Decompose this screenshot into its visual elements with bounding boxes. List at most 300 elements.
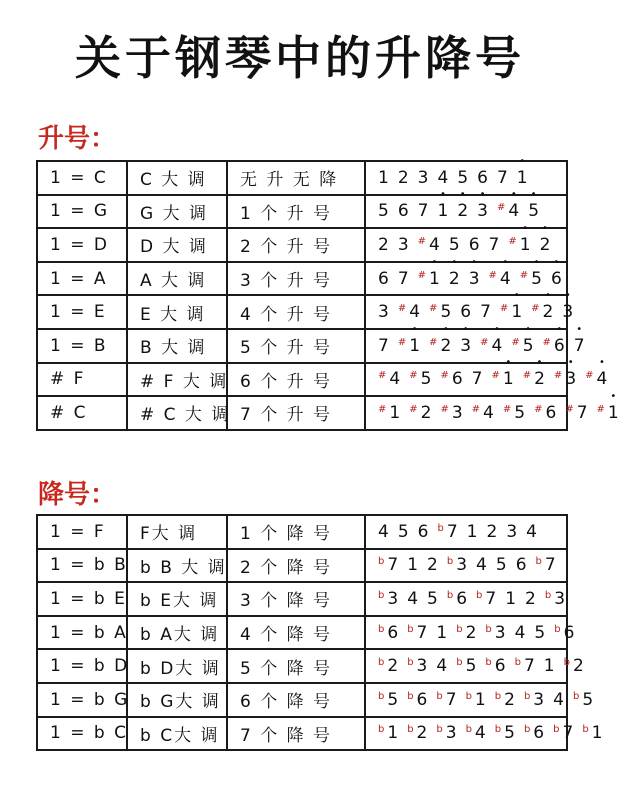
note-digit: 6 <box>378 268 391 289</box>
scale-note <box>447 555 476 575</box>
scale-note <box>562 302 582 322</box>
flat-sign: b <box>437 522 446 534</box>
scale-note <box>545 589 574 609</box>
tonic-cell: 1 = F <box>37 515 127 549</box>
flat-sign: b <box>572 690 582 702</box>
note-digit: 5 <box>440 302 454 323</box>
flat-sign: b <box>378 623 387 635</box>
note-digit: 7 <box>446 521 460 542</box>
note-digit: • 1 <box>503 369 516 389</box>
note-digit: 6 <box>563 622 577 643</box>
flat-sign: b <box>535 556 544 568</box>
flat-key-row <box>37 582 567 616</box>
scale-note <box>378 723 407 743</box>
note-digit: 4 <box>474 723 488 744</box>
scale-note <box>407 656 436 676</box>
flat-sign: b <box>407 724 416 736</box>
accidental-count-cell: 5 个 降 号 <box>227 649 365 683</box>
note-digit: • 2 <box>449 269 462 289</box>
sharp-sign: # <box>480 336 491 348</box>
scale-note <box>526 522 546 542</box>
note-digit: 4 <box>429 234 442 255</box>
scale-note <box>491 369 522 389</box>
note-digit: 3 <box>533 689 547 710</box>
flat-sign: b <box>436 724 445 736</box>
note-digit: • 3 <box>469 269 482 289</box>
note-digit: 4 <box>409 302 423 323</box>
scale-note <box>467 522 487 542</box>
scale-note <box>378 168 398 188</box>
note-digit: 1 <box>387 723 401 744</box>
note-digit: • 1 <box>409 336 422 356</box>
sharp-sign: # <box>409 403 420 415</box>
scale-note <box>472 369 492 389</box>
note-digit: 3 <box>387 588 401 609</box>
key-name-cell: D 大 调 <box>127 228 227 262</box>
accidental-count-cell: 4 个 降 号 <box>227 616 365 650</box>
scale-note <box>398 269 418 289</box>
flat-sign: b <box>476 589 485 601</box>
note-digit: 3 <box>417 167 431 188</box>
scale-note <box>536 555 565 575</box>
note-digit: 7 <box>417 201 431 222</box>
scale-note <box>378 336 398 356</box>
sharp-sign: # <box>378 403 389 415</box>
scale-note <box>531 302 562 322</box>
scale-note <box>551 269 571 289</box>
scale-note <box>456 656 485 676</box>
scale-note <box>511 336 542 356</box>
tonic-cell: 1 = b C <box>37 717 127 751</box>
note-digit: 7 <box>485 588 499 609</box>
note-digit: 6 <box>468 234 482 255</box>
note-digit: • 6 <box>551 269 564 289</box>
flat-sign: b <box>407 657 416 669</box>
tonic-cell: 1 = B <box>37 329 127 363</box>
note-digit: 3 <box>378 302 391 323</box>
flat-key-row <box>37 515 567 549</box>
tonic-cell: 1 = b D <box>37 649 127 683</box>
note-digit: 4 <box>378 521 391 542</box>
sharp-sign: # <box>440 403 451 415</box>
flat-sign: b <box>465 690 474 702</box>
scale-note <box>553 690 573 710</box>
scale-note <box>553 723 582 743</box>
note-digit: 4 <box>407 588 421 609</box>
scale-note <box>437 168 457 188</box>
note-digit: 4 <box>483 402 496 423</box>
scale-note <box>407 555 427 575</box>
scale-note <box>436 623 456 643</box>
scale-note <box>407 589 427 609</box>
flat-key-row <box>37 616 567 650</box>
note-digit: 2 <box>504 689 517 710</box>
note-digit: • 1 <box>517 168 530 188</box>
note-digit: • 4 <box>597 369 610 389</box>
scale-note <box>457 168 477 188</box>
scale-note <box>418 522 438 542</box>
note-digit: 1 <box>474 689 488 710</box>
flat-sign: b <box>523 690 533 702</box>
note-digit: 7 <box>576 402 590 423</box>
scale-note <box>585 369 616 389</box>
accidental-count-cell: 2 个 升 号 <box>227 228 365 262</box>
sharp-sign: # <box>553 370 565 382</box>
note-digit: 6 <box>545 402 559 423</box>
note-digit: 7 <box>496 167 510 188</box>
scale-note <box>500 302 531 322</box>
flat-sign: b <box>553 724 562 736</box>
note-digit: 2 <box>420 402 434 423</box>
note-digit: 2 <box>397 167 411 188</box>
sharp-sign: # <box>471 403 483 415</box>
sharp-sign: # <box>496 202 508 214</box>
scale-note <box>472 403 503 423</box>
sharp-key-row <box>37 295 567 329</box>
note-digit: 7 <box>523 656 537 677</box>
sharp-sign: # <box>565 403 576 415</box>
scale-note <box>456 623 485 643</box>
note-digit: 6 <box>456 588 470 609</box>
scale-note <box>515 656 544 676</box>
tonic-cell: 1 = G <box>37 195 127 229</box>
scale-note <box>565 403 596 423</box>
scale-notes-cell <box>365 616 577 650</box>
scale-notes-cell <box>365 195 567 229</box>
scale-note <box>480 302 500 322</box>
sharp-sign: # <box>417 269 429 281</box>
note-digit: 1 <box>591 723 605 744</box>
scale-note <box>485 656 514 676</box>
flat-table-body <box>37 515 605 750</box>
sharp-sign: # <box>429 336 440 348</box>
sharp-sign: # <box>417 235 429 247</box>
note-digit: • 2 <box>543 302 556 322</box>
flat-sign: b <box>446 589 456 601</box>
scale-note <box>398 168 418 188</box>
scale-note <box>398 302 429 322</box>
note-digit: • 1 <box>429 269 442 289</box>
note-digit: 3 <box>554 588 568 609</box>
note-digit: • 2 <box>540 235 553 255</box>
flat-sign: b <box>378 657 387 669</box>
flat-sign: b <box>456 623 465 635</box>
sharp-key-row <box>37 329 567 363</box>
scale-note <box>523 369 554 389</box>
note-digit: 4 <box>436 656 450 677</box>
note-digit: 4 <box>553 689 566 710</box>
scale-note <box>436 723 465 743</box>
note-digit: • 1 <box>608 403 621 423</box>
scale-note <box>449 235 469 255</box>
scale-note <box>378 522 398 542</box>
note-digit: • 2 <box>457 201 470 221</box>
accidental-count-cell: 6 个 升 号 <box>227 363 365 397</box>
note-digit: • 3 <box>562 302 575 322</box>
key-name-cell: b G大 调 <box>127 683 227 717</box>
scale-note <box>378 403 409 423</box>
scale-note <box>407 623 436 643</box>
scale-note <box>409 403 440 423</box>
note-digit: 6 <box>533 723 547 744</box>
scale-note <box>564 656 593 676</box>
note-digit: 3 <box>494 622 508 643</box>
sharp-sign: # <box>502 403 514 415</box>
scale-notes-cell <box>365 649 586 683</box>
note-digit: 7 <box>480 302 493 323</box>
scale-note <box>440 403 471 423</box>
scale-note <box>487 522 507 542</box>
accidental-count-cell: 6 个 降 号 <box>227 683 365 717</box>
flat-sign: b <box>563 657 572 669</box>
note-digit: 5 <box>514 402 528 423</box>
note-digit: 1 <box>466 521 480 542</box>
sharp-sign: # <box>499 303 511 315</box>
note-digit: 4 <box>514 622 528 643</box>
flat-key-row <box>37 649 567 683</box>
note-digit: 7 <box>544 555 558 576</box>
note-digit: 2 <box>427 555 440 576</box>
note-digit: • 1 <box>437 201 450 221</box>
sharp-key-row <box>37 262 567 296</box>
scale-note <box>409 369 440 389</box>
scale-note <box>407 723 436 743</box>
scale-note <box>495 690 524 710</box>
note-digit: 2 <box>465 622 479 643</box>
accidental-count-cell: 2 个 降 号 <box>227 549 365 583</box>
note-digit: 4 <box>437 167 451 188</box>
scale-note <box>534 403 565 423</box>
scale-note <box>466 723 495 743</box>
scale-note <box>418 168 438 188</box>
flat-sign: b <box>378 589 387 601</box>
note-digit: 1 <box>407 555 421 576</box>
sharp-sign: # <box>522 370 534 382</box>
note-digit: • 3 <box>477 201 490 221</box>
scale-note <box>497 168 517 188</box>
accidental-count-cell: 5 个 升 号 <box>227 329 365 363</box>
note-digit: 6 <box>417 521 431 542</box>
scale-notes-cell <box>365 683 596 717</box>
scale-note <box>489 235 509 255</box>
scale-note <box>469 269 489 289</box>
note-digit: 4 <box>476 555 489 576</box>
accidental-count-cell: 3 个 降 号 <box>227 582 365 616</box>
note-digit: 7 <box>387 555 401 576</box>
scale-notes-cell <box>365 396 621 430</box>
scale-note <box>378 555 407 575</box>
note-digit: 1 <box>389 402 403 423</box>
page-title: 关于钢琴中的升降号 <box>75 31 525 85</box>
note-digit: • 5 <box>528 201 541 221</box>
note-digit: 7 <box>488 234 502 255</box>
scale-note <box>436 690 465 710</box>
note-digit: 1 <box>505 588 519 609</box>
scale-note <box>574 336 594 356</box>
note-digit: • 3 <box>565 369 578 389</box>
scale-note <box>407 690 436 710</box>
note-digit: • 1 <box>520 235 533 255</box>
accidental-count-cell: 3 个 升 号 <box>227 262 365 296</box>
note-digit: 5 <box>448 234 462 255</box>
scale-note <box>597 403 628 423</box>
sharp-sign: # <box>409 370 420 382</box>
sharp-sign: # <box>531 303 542 315</box>
note-digit: 2 <box>387 656 401 677</box>
scale-note <box>544 656 564 676</box>
sharp-sign: # <box>488 269 499 281</box>
scale-note <box>524 690 553 710</box>
scale-note <box>447 589 476 609</box>
tonic-cell: 1 = E <box>37 295 127 329</box>
flat-sign: b <box>494 690 504 702</box>
scale-note <box>418 235 449 255</box>
scale-note <box>440 369 471 389</box>
scale-note <box>378 235 398 255</box>
scale-note <box>503 403 534 423</box>
scale-note <box>378 201 398 221</box>
scale-note <box>378 690 407 710</box>
note-digit: • 3 <box>460 336 473 356</box>
scale-note <box>485 623 514 643</box>
scale-note <box>469 235 489 255</box>
note-digit: 5 <box>465 656 479 677</box>
scale-note <box>496 555 516 575</box>
note-digit: 7 <box>471 369 485 390</box>
flat-sign: b <box>554 623 563 635</box>
key-name-cell: b D大 调 <box>127 649 227 683</box>
flat-key-row <box>37 683 567 717</box>
sharp-sign: # <box>542 336 553 348</box>
flat-sign: b <box>523 724 533 736</box>
scale-note <box>436 656 456 676</box>
tonic-cell: # F <box>37 363 127 397</box>
flat-section-heading: 降号： <box>38 480 117 510</box>
note-digit: • 5 <box>531 269 544 289</box>
flat-sign: b <box>378 690 387 702</box>
note-digit: 5 <box>504 723 517 744</box>
scale-note <box>398 522 418 542</box>
flat-key-row <box>37 549 567 583</box>
scale-note <box>437 522 466 542</box>
note-digit: 4 <box>526 521 539 542</box>
scale-notes-cell <box>365 549 567 583</box>
tonic-cell: # C <box>37 396 127 430</box>
sharp-sign: # <box>585 370 596 382</box>
note-digit: 2 <box>378 234 391 255</box>
note-digit: • 4 <box>500 269 513 289</box>
key-name-cell: # C 大 调 <box>127 396 227 430</box>
note-digit: 7 <box>445 689 459 710</box>
note-digit: 1 <box>378 167 391 188</box>
sharp-key-table <box>36 160 621 431</box>
note-digit: 5 <box>397 521 411 542</box>
scale-notes-cell <box>365 582 567 616</box>
key-name-cell: # F 大 调 <box>127 363 227 397</box>
note-digit: • 2 <box>440 336 453 356</box>
note-digit: 5 <box>495 555 509 576</box>
note-digit: 2 <box>486 521 500 542</box>
tonic-cell: 1 = b G <box>37 683 127 717</box>
scale-note <box>534 623 554 643</box>
note-digit: 5 <box>582 689 596 710</box>
sharp-key-row <box>37 195 567 229</box>
scale-note <box>497 201 528 221</box>
note-digit: 7 <box>378 335 391 356</box>
scale-note <box>480 336 511 356</box>
sharp-key-row <box>37 396 567 430</box>
note-digit: • 7 <box>574 336 587 356</box>
flat-sign: b <box>465 724 474 736</box>
scale-note <box>476 555 496 575</box>
note-digit: 6 <box>477 167 490 188</box>
note-digit: 3 <box>397 234 411 255</box>
scale-notes-cell <box>365 515 567 549</box>
note-digit: 3 <box>456 555 470 576</box>
key-name-cell: E 大 调 <box>127 295 227 329</box>
scale-note <box>418 269 449 289</box>
flat-sign: b <box>485 623 494 635</box>
scale-note <box>506 522 526 542</box>
note-digit: 4 <box>389 369 403 390</box>
scale-notes-cell <box>365 717 605 751</box>
scale-note <box>476 589 505 609</box>
scale-note <box>437 201 457 221</box>
scale-note <box>554 623 583 643</box>
note-digit: • 1 <box>511 302 524 322</box>
flat-sign: b <box>378 556 387 568</box>
tonic-cell: 1 = A <box>37 262 127 296</box>
note-digit: • 6 <box>554 336 567 356</box>
accidental-count-cell: 7 个 升 号 <box>227 396 365 430</box>
flat-sign: b <box>485 657 494 669</box>
note-digit: 1 <box>436 622 450 643</box>
scale-note <box>429 302 460 322</box>
scale-note <box>582 723 611 743</box>
scale-note <box>543 336 574 356</box>
sharp-sign: # <box>596 403 607 415</box>
note-digit: 3 <box>416 656 430 677</box>
note-digit: 5 <box>457 167 471 188</box>
scale-note <box>457 201 477 221</box>
scale-notes-cell <box>365 262 567 296</box>
scale-note <box>554 369 585 389</box>
note-digit: 7 <box>416 622 430 643</box>
scale-note <box>398 336 429 356</box>
flat-sign: b <box>446 556 456 568</box>
sharp-key-row <box>37 228 567 262</box>
scale-note <box>429 336 460 356</box>
note-digit: 6 <box>515 555 529 576</box>
note-digit: 6 <box>387 622 401 643</box>
note-digit: • 2 <box>534 369 547 389</box>
flat-sign: b <box>514 657 523 669</box>
tonic-cell: 1 = D <box>37 228 127 262</box>
scale-notes-cell <box>365 363 610 397</box>
note-digit: 5 <box>387 689 401 710</box>
sharp-sign: # <box>508 235 519 247</box>
flat-key-table <box>36 514 605 751</box>
sharp-sign: # <box>378 370 389 382</box>
note-digit: 7 <box>397 268 411 289</box>
scale-note <box>460 302 480 322</box>
flat-sign: b <box>456 657 465 669</box>
note-digit: 3 <box>445 723 459 744</box>
sharp-sign: # <box>519 269 531 281</box>
scale-note <box>573 690 602 710</box>
scale-note <box>418 201 438 221</box>
flat-key-row <box>37 717 567 751</box>
